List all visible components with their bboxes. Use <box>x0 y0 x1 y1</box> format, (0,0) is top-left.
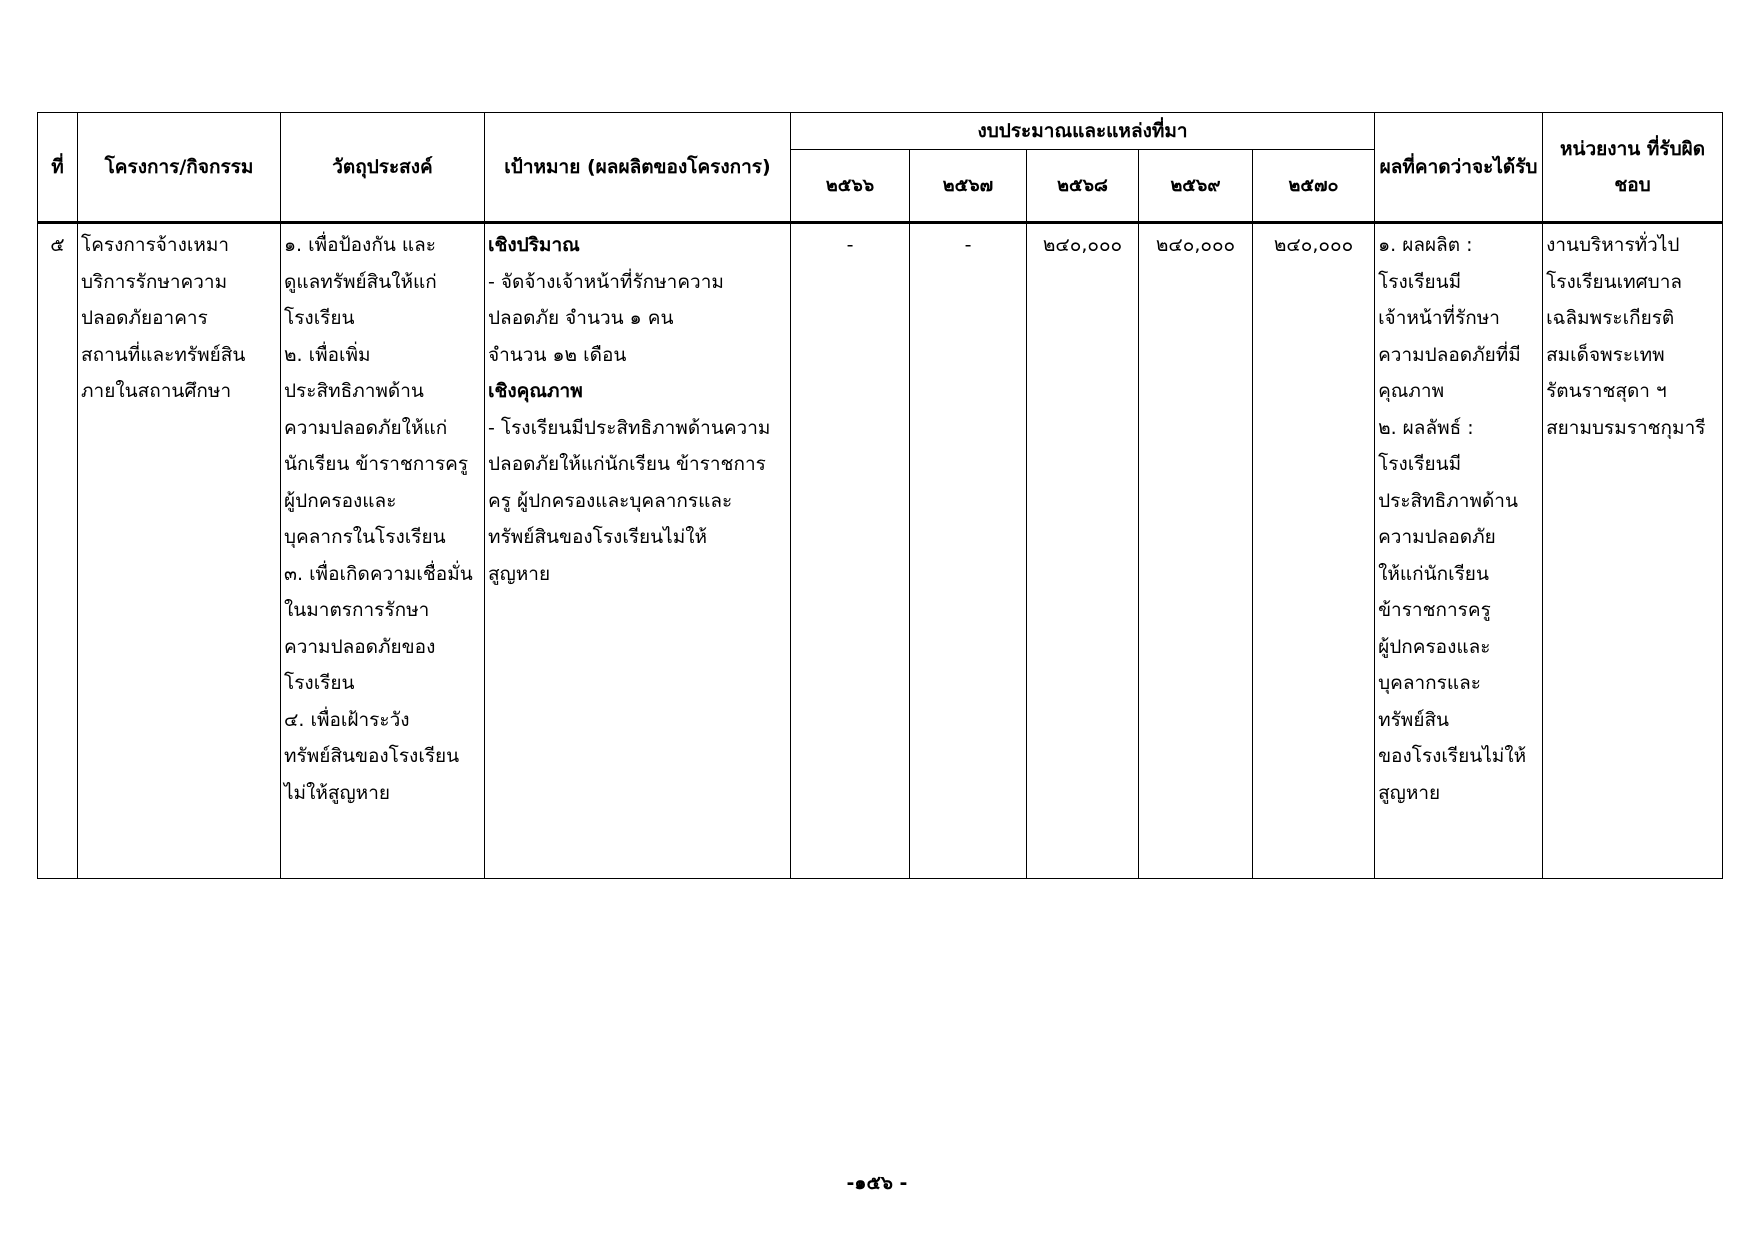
cell-line: สูญหาย <box>488 562 551 585</box>
cell-line: ประสิทธิภาพด้าน <box>284 380 424 402</box>
header-budget: งบประมาณและแหล่งที่มา <box>791 113 1375 150</box>
cell-line: รัตนราชสุดา ฯ <box>1546 380 1667 402</box>
cell-line: ไม่ให้สูญหาย <box>284 781 390 804</box>
cell-line: โรงเรียนเทศบาล <box>1546 270 1683 293</box>
cell-line: ความปลอดภัย <box>1378 526 1496 548</box>
cell-budget-2570: ๒๔๐,๐๐๐ <box>1253 223 1375 879</box>
cell-line: นักเรียน ข้าราชการครู <box>284 453 469 475</box>
header-target-line1: เป้าหมาย <box>504 156 581 178</box>
cell-line: ทรัพย์สินของโรงเรียน <box>284 745 460 767</box>
cell-line: โรงเรียนมี <box>1378 270 1462 293</box>
header-unit-line2: ที่รับผิดชอบ <box>1614 138 1706 196</box>
cell-line: คุณภาพ <box>1378 380 1445 402</box>
header-year: ๒๕๖๖ <box>791 150 910 223</box>
cell-line: สมเด็จพระเทพ <box>1546 343 1665 366</box>
cell-line: ปลอดภัยให้แก่นักเรียน ข้าราชการ <box>488 453 766 475</box>
cell-line: ครู ผู้ปกครองและบุคลากรและ <box>488 489 733 512</box>
cell-line: ๑. เพื่อป้องกัน และ <box>284 234 436 256</box>
cell-line: ๒. เพื่อเพิ่ม <box>284 343 371 366</box>
cell-line: บริการรักษาความ <box>81 270 228 293</box>
header-year: ๒๕๖๗ <box>910 150 1027 223</box>
header-project: โครงการ/กิจกรรม <box>78 113 281 223</box>
cell-line: บุคลากรในโรงเรียน <box>284 526 446 548</box>
cell-line: เฉลิมพระเกียรติ <box>1546 307 1675 329</box>
cell-line: ปลอดภัยอาคาร <box>81 307 208 329</box>
header-target-line2: (ผลผลิตของโครงการ) <box>586 156 771 178</box>
cell-line: ทรัพย์สินของโรงเรียนไม่ให้ <box>488 526 708 548</box>
cell-line: ข้าราชการครู <box>1378 599 1491 621</box>
cell-line: ดูแลทรัพย์สินให้แก่ <box>284 270 437 293</box>
cell-expected <box>1375 223 1543 879</box>
cell-line: ประสิทธิภาพด้าน <box>1378 489 1518 512</box>
cell-line: ๓. เพื่อเกิดความเชื่อมั่น <box>284 562 473 585</box>
cell-objective <box>281 223 485 879</box>
cell-line: ๔. เพื่อเฝ้าระวัง <box>284 708 410 731</box>
cell-line: ความปลอดภัยของ <box>284 635 436 658</box>
cell-budget-2566: - <box>791 223 910 879</box>
cell-line: สถานที่และทรัพย์สิน <box>81 343 246 366</box>
cell-line: โรงเรียน <box>284 672 355 694</box>
cell-line: เชิงปริมาณ <box>488 234 580 256</box>
cell-line: ในมาตรการรักษา <box>284 599 430 621</box>
cell-line: โรงเรียนมี <box>1378 453 1462 475</box>
header-year: ๒๕๗๐ <box>1253 150 1375 223</box>
cell-line: ๑. ผลผลิต : <box>1378 234 1473 256</box>
cell-project <box>78 223 281 879</box>
cell-budget-2568: ๒๔๐,๐๐๐ <box>1027 223 1139 879</box>
cell-no: ๕ <box>38 223 78 879</box>
cell-line: ๒. ผลลัพธ์ : <box>1378 416 1474 439</box>
cell-budget-2569: ๒๔๐,๐๐๐ <box>1139 223 1253 879</box>
cell-target <box>485 223 791 879</box>
cell-line: ความปลอดภัยให้แก่ <box>284 416 448 439</box>
header-expected: ผลที่คาดว่าจะได้รับ <box>1375 113 1543 223</box>
cell-line: เจ้าหน้าที่รักษา <box>1378 307 1500 329</box>
cell-line: จำนวน ๑๒ เดือน <box>488 343 627 366</box>
cell-line: ภายในสถานศึกษา <box>81 380 232 402</box>
cell-line: โรงเรียน <box>284 307 355 329</box>
cell-line: ปลอดภัย จำนวน ๑ คน <box>488 307 674 329</box>
cell-line: โครงการจ้างเหมา <box>81 234 230 256</box>
cell-line: - จัดจ้างเจ้าหน้าที่รักษาความ <box>488 270 724 293</box>
page-number: -๑๕๖ - <box>846 1172 908 1194</box>
cell-budget-2567: - <box>910 223 1027 879</box>
cell-line: งานบริหารทั่วไป <box>1546 234 1680 256</box>
cell-line: ของโรงเรียนไม่ให้ <box>1378 745 1527 767</box>
project-plan-table <box>37 112 1723 879</box>
header-no: ที่ <box>38 113 78 223</box>
cell-line: เชิงคุณภาพ <box>488 380 583 402</box>
header-year: ๒๕๖๙ <box>1139 150 1253 223</box>
header-year: ๒๕๖๘ <box>1027 150 1139 223</box>
cell-line: ให้แก่นักเรียน <box>1378 562 1489 585</box>
cell-line: ความปลอดภัยที่มี <box>1378 343 1521 366</box>
cell-line: สูญหาย <box>1378 781 1441 804</box>
cell-unit <box>1543 223 1723 879</box>
header-unit <box>1543 113 1723 223</box>
cell-line: บุคลากรและ <box>1378 672 1481 694</box>
header-target <box>485 113 791 223</box>
cell-line: ผู้ปกครองและ <box>1378 635 1491 658</box>
cell-line: สยามบรมราชกุมารี <box>1546 416 1706 439</box>
cell-line: ทรัพย์สิน <box>1378 708 1450 731</box>
table-row <box>38 223 1723 879</box>
cell-line: - โรงเรียนมีประสิทธิภาพด้านความ <box>488 416 771 439</box>
cell-line: ผู้ปกครองและ <box>284 489 397 512</box>
header-objective: วัตถุประสงค์ <box>281 113 485 223</box>
header-unit-line1: หน่วยงาน <box>1559 138 1641 160</box>
